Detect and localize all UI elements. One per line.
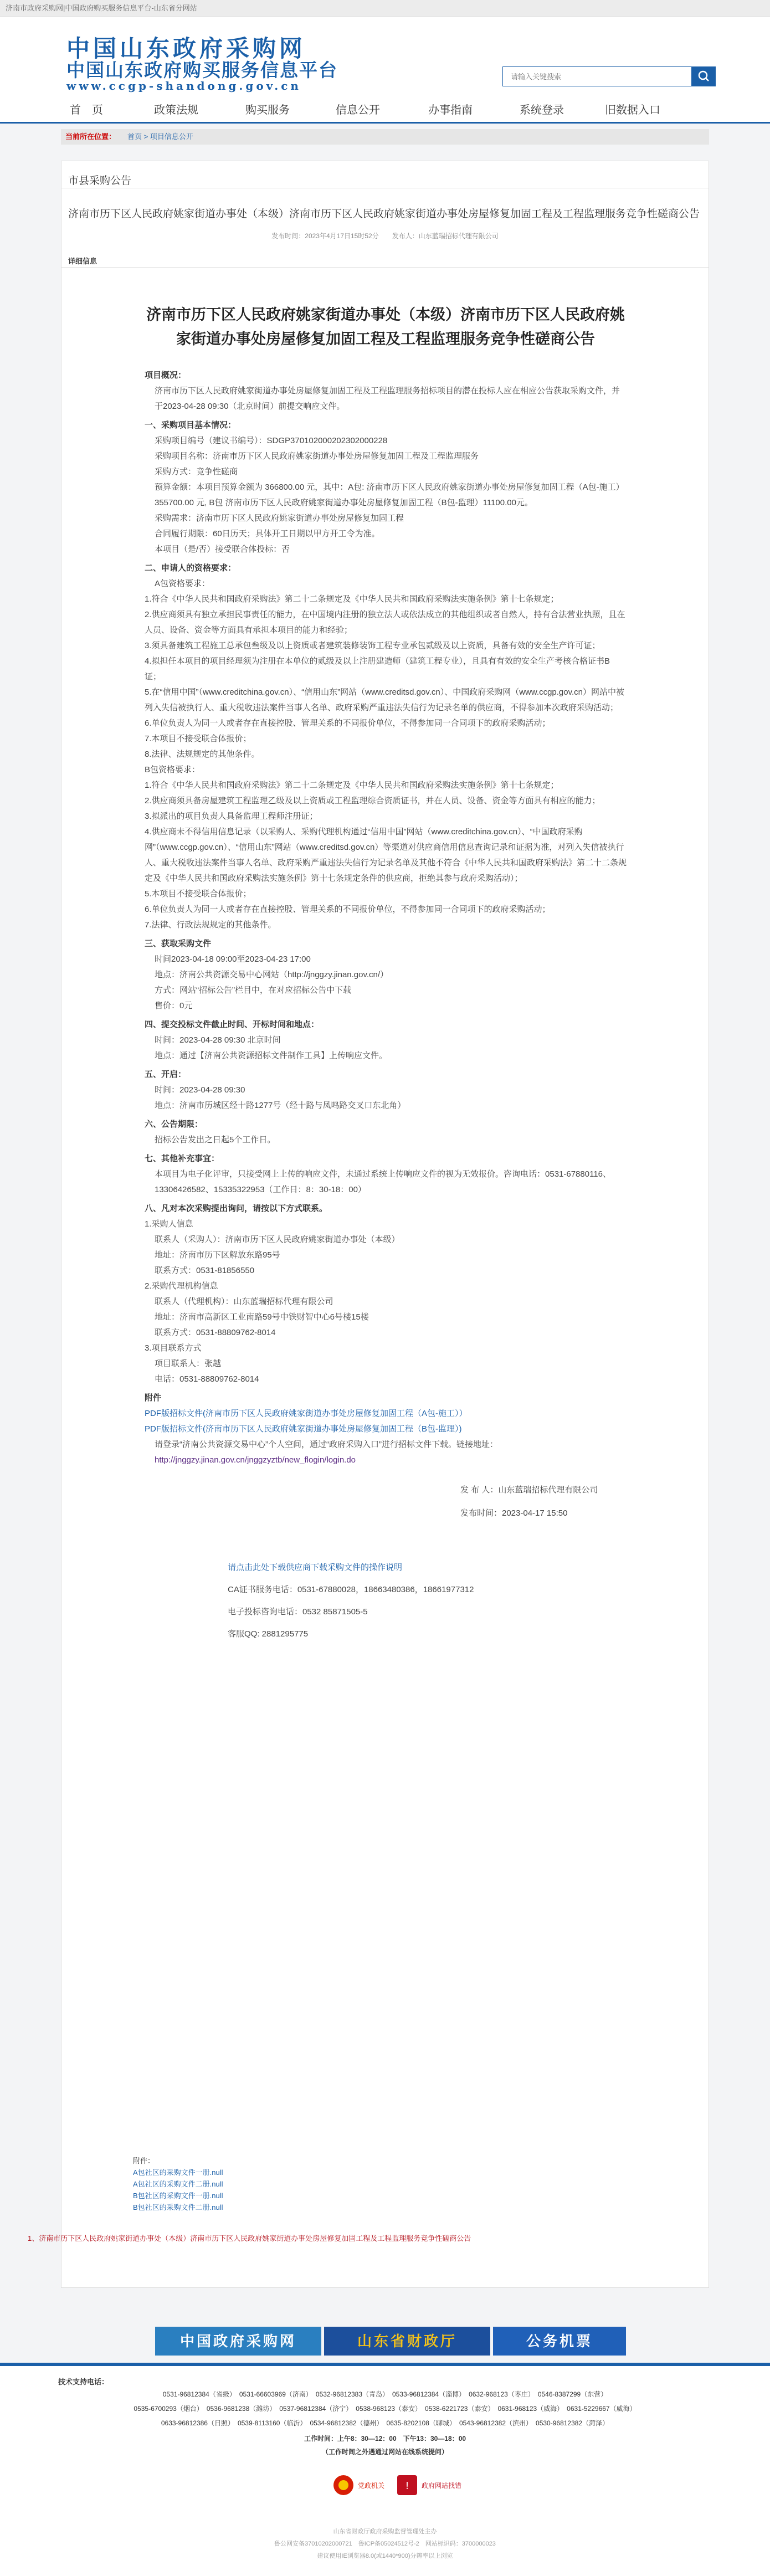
- file-list-label: 附件：: [133, 2157, 155, 2165]
- list-item: 时间2023-04-18 09:00至2023-04-23 17:00: [155, 955, 311, 964]
- search-button[interactable]: [692, 66, 716, 86]
- paragraph: 济南市历下区人民政府姚家街道办事处房屋修复加固工程及工程监理服务招标项目的潜在投标人应在相应公告获取采购文件，并于2023-04-28 09:30（北京时间）前提交响应文件。: [155, 386, 620, 411]
- publish-meta: 发布时间：2023年4月17日15时52分 发布人：山东蓝瑞招标代理有限公司: [271, 232, 499, 240]
- list-item: 5.在“信用中国”（www.creditchina.gov.cn）、“信用山东”网站（www.creditsd.gov.cn）、中国政府采购网（www.ccgp.gov.cn）网站中被列入失信被执行人、重大税收违法案件当事人名单、政府采购严重违法失信行为记录名单的供应商，不得参加本次政府采购活动；: [145, 687, 624, 712]
- footer-title: 技术支持电话：: [58, 2378, 109, 2386]
- attachment-link-b[interactable]: PDF版招标文件(济南市历下区人民政府姚家街道办事处房屋修复加固工程（B包-监理）): [145, 1424, 462, 1434]
- section-heading: 四、提交投标文件截止时间、开标时间和地点：: [145, 1020, 320, 1029]
- search-input[interactable]: [502, 66, 692, 86]
- publisher: 发 布 人：山东蓝瑞招标代理有限公司: [460, 1485, 598, 1495]
- list-item: 联系方式：0531-88809762-8014: [155, 1328, 276, 1337]
- section-heading: 五、开启：: [145, 1070, 187, 1079]
- site-logo[interactable]: [66, 37, 338, 92]
- list-item: 6.单位负责人为同一人或者存在直接控股、管理关系的不同报价单位，不得参加同一合同项下的政府采购活动；: [145, 719, 551, 728]
- nav-services[interactable]: 购买服务: [245, 104, 290, 116]
- list-item: 地点：济南市历城区经十路1277号（经十路与凤鸣路交叉口东北角）: [155, 1101, 406, 1110]
- footer-hours: 工作时间：上午8：30—12：00 下午13：30—18：00: [304, 2435, 466, 2442]
- main-nav: [0, 97, 770, 124]
- site-footer: [0, 2363, 770, 2576]
- breadcrumb-path[interactable]: 首页 > 项目信息公开: [127, 132, 193, 141]
- footer-hours-note: （工作时间之外遇通过网站在线系统提问）: [321, 2448, 448, 2456]
- list-item: 8.法律、法规规定的其他条件。: [145, 750, 260, 759]
- list-item: 采购方式：竞争性磋商: [155, 467, 238, 476]
- list-s2b: [145, 778, 627, 933]
- list-c1: [145, 1232, 627, 1279]
- logo-url: www.ccgp-shandong.gov.cn: [66, 79, 301, 93]
- attachment-heading: 附件: [145, 1393, 162, 1403]
- list-s7: [145, 1167, 627, 1198]
- list-item: 项目联系人：张越: [155, 1359, 222, 1368]
- login-url-link[interactable]: http://jnggzy.jinan.gov.cn/jnggzyztb/new_flogin/login.do: [155, 1455, 356, 1465]
- subheading: B包资格要求：: [145, 765, 201, 774]
- nav-old-data[interactable]: 旧数据入口: [605, 104, 660, 116]
- nav-login[interactable]: 系统登录: [520, 104, 564, 116]
- announcement-title: 济南市历下区人民政府姚家街道办事处（本级）济南市历下区人民政府姚家街道办事处房屋修复加固工程及工程监理服务竞争性磋商公告: [146, 306, 625, 347]
- attachment-link-a[interactable]: PDF版招标文件(济南市历下区人民政府姚家街道办事处房屋修复加固工程（A包-施工））: [145, 1409, 468, 1418]
- search-box: [502, 66, 716, 86]
- record-title: 济南市历下区人民政府姚家街道办事处（本级）济南市历下区人民政府姚家街道办事处房屋修复加固工程及工程监理服务竞争性磋商公告: [68, 208, 700, 220]
- banner-ccgp[interactable]: 中国政府采购网: [155, 2327, 321, 2356]
- list-item: 联系人（采购人）：济南市历下区人民政府姚家街道办事处（本级）: [155, 1235, 400, 1244]
- detail-label: 详细信息: [68, 257, 97, 265]
- list-item: 4.供应商未不得信用信息记录（以采购人、采购代理机构通过“信用中国”网站（www.creditchina.gov.cn）、“中国政府采购网”（www.ccgp.gov.cn）、“信用山东”网站（www.creditsd.gov.cn）等渠道对供应商信用信息查询记录和证据为准，对列入失信被执行人、重大税收违法案件当事人名单、政府采购严重违法失信行为记录名单及其他不符合《中华人民共和国政府采购法》第二十二条规定及《中华人民共和国政府采购法实施条例》第十七条规定条件的供应商，拒绝其参与政府采购活动）；: [145, 827, 627, 883]
- section-heading: 六、公告期限：: [145, 1120, 203, 1129]
- top-bar-text: 济南市政府采购网|中国政府购买服务信息平台-山东省分网站: [6, 4, 197, 12]
- subheading: A包资格要求：: [155, 579, 211, 588]
- list-item: 联系方式：0531-81856550: [155, 1266, 255, 1275]
- list-item: 2.供应商须具有独立承担民事责任的能力，在中国境内注册的独立法人或依法成立的其他组织或者自然人，持有合法营业执照，且在人员、设备、资金等方面具有承担本项目的能力和经验；: [145, 610, 625, 635]
- list-item: 3.须具备建筑工程施工总承包叁级及以上资质或者建筑装修装饰工程专业承包贰级及以上资质，具备有效的安全生产许可证；: [145, 641, 600, 650]
- section-heading: 项目概况：: [145, 371, 187, 380]
- section-heading: 八、凡对本次采购提出询问，请按以下方式联系。: [145, 1204, 328, 1213]
- list-item: 地址：济南市历下区解放东路95号: [155, 1250, 280, 1260]
- gov-error-badge[interactable]: [396, 2474, 462, 2496]
- list-item: 5.本项目不接受联合体报价；: [145, 889, 251, 899]
- list-item: 招标公告发出之日起5个工作日。: [155, 1135, 276, 1145]
- nav-guide[interactable]: 办事指南: [428, 104, 473, 116]
- publish-time: 发布时间：2023-04-17 15:50: [460, 1508, 568, 1518]
- party-emblem-icon: [332, 2474, 355, 2496]
- list-s4: [145, 1033, 627, 1064]
- footer-browser-note: 建议使用IE浏览器8.0(或1440*900)分辨率以上浏览: [317, 2553, 453, 2559]
- list-item: 1.符合《中华人民共和国政府采购法》第二十二条规定及《中华人民共和国政府采购法实施条例》第十七条规定；: [145, 594, 559, 604]
- list-item: 联系人（代理机构）：山东蓝瑞招标代理有限公司: [155, 1297, 333, 1306]
- partner-banners: [155, 2327, 626, 2356]
- section-heading: 一、采购项目基本情况：: [145, 420, 237, 430]
- gov-error-icon: [396, 2474, 418, 2496]
- badge-text: 政府网站找错: [422, 2482, 462, 2490]
- file-link[interactable]: A包社区的采购文件一册.null: [133, 2168, 223, 2177]
- search-icon: [692, 66, 716, 86]
- list-item: 4.拟担任本项目的项目经理须为注册在本单位的贰级及以上注册建造师（建筑工程专业），且具有有效的安全生产考核合格证书B证；: [145, 656, 610, 681]
- list-item: 合同履行期限：60日历天；具体开工日期以甲方开工令为准。: [155, 529, 380, 538]
- file-link[interactable]: B包社区的采购文件二册.null: [133, 2203, 223, 2211]
- nav-home[interactable]: 首 页: [70, 104, 103, 116]
- announcement-body: [145, 302, 627, 1642]
- content-panel: [61, 161, 709, 2288]
- footer-phones-2: 0535-6700293（烟台） 0536-9681238（潍坊） 0537-96812384（济宁） 0538-968123（泰安） 0538-6221723（泰安） 0631-968123（威海） 0631-5229667（威海）: [134, 2405, 636, 2413]
- banner-flights[interactable]: 公务机票: [493, 2327, 626, 2356]
- list-c2: [145, 1294, 627, 1341]
- download-guide-link[interactable]: 请点击此处下载供应商下载采购文件的操作说明: [228, 1563, 403, 1572]
- list-item: 本项目为电子化评审，只接受网上上传的响应文件，未通过系统上传响应文件的视为无效报价。咨询电话：0531-67880116、13306426582、15335322953（工作日：8：30-18：00）: [155, 1169, 611, 1194]
- login-note: 请登录“济南公共资源交易中心”个人空间，通过“政府采购入口”进行招标文件下载。链接地址：: [155, 1440, 498, 1449]
- logo-line-1: 中国山东政府采购网: [66, 35, 306, 62]
- category-title: 市县采购公告: [68, 175, 132, 187]
- breadcrumb: [61, 129, 709, 145]
- list-c3: [145, 1356, 627, 1387]
- nav-info[interactable]: 信息公开: [336, 104, 380, 116]
- list-s3: [145, 952, 627, 1014]
- bid-phone: 电子投标咨询电话：0532 85871505-5: [228, 1607, 368, 1617]
- list-item: 2.供应商须具备房屋建筑工程监理乙级及以上资质或工程监理综合资质证书，并在人员、设备、资金等方面具有相应的能力；: [145, 796, 600, 805]
- list-item: 3.拟派出的项目负责人具备监理工程师注册证；: [145, 812, 318, 821]
- list-s5: [145, 1082, 627, 1113]
- footer-phones-1: 0531-96812384（省级） 0531-66603969（济南） 0532-96812383（青岛） 0533-96812384（淄博） 0632-968123（枣庄） 0546-8387299（东营）: [162, 2390, 608, 2398]
- list-item: 采购项目名称：济南市历下区人民政府姚家街道办事处房屋修复加固工程及工程监理服务: [155, 451, 479, 461]
- list-item: 电话：0531-88809762-8014: [155, 1374, 259, 1384]
- subheading: 2.采购代理机构信息: [145, 1281, 218, 1291]
- badge-text: 党政机关: [358, 2482, 385, 2490]
- site-header: [0, 17, 770, 97]
- list-item: 6.单位负责人为同一人或者存在直接控股、管理关系的不同报价单位，不得参加同一合同项下的政府采购活动；: [145, 905, 551, 914]
- section-heading: 七、其他补充事宜：: [145, 1154, 220, 1163]
- footer-copyright: 山东省财政厅政府采购监督管理处主办: [333, 2528, 437, 2535]
- list-item: 时间：2023-04-28 09:30 北京时间: [155, 1035, 281, 1045]
- related-title-link[interactable]: 1、济南市历下区人民政府姚家街道办事处（本级）济南市历下区人民政府姚家街道办事处房屋修复加固工程及工程监理服务竞争性磋商公告: [28, 2234, 471, 2243]
- list-item: 地点：通过【济南公共资源招标文件制作工具】上传响应文件。: [155, 1051, 388, 1060]
- support-qq: 客服QQ: 2881295775: [228, 1629, 309, 1639]
- svg-text:!: !: [405, 2480, 409, 2492]
- list-item: 地址：济南市高新区工业南路59号中铁财智中心6号楼15楼: [155, 1312, 369, 1322]
- party-gov-badge[interactable]: [332, 2474, 385, 2496]
- section-heading: 三、获取采购文件: [145, 939, 212, 948]
- top-bar: [0, 0, 770, 17]
- list-item: 采购需求：济南市历下区人民政府姚家街道办事处房屋修复加固工程: [155, 514, 404, 523]
- list-item: 本项目（是/否）接受联合体投标：否: [155, 545, 290, 554]
- list-item: 地点：济南公共资源交易中心网站（http://jnggzy.jinan.gov.cn/）: [155, 970, 389, 979]
- list-item: 7.法律、行政法规规定的其他条件。: [145, 920, 276, 930]
- list-s1: [145, 433, 627, 557]
- file-link[interactable]: A包社区的采购文件二册.null: [133, 2180, 223, 2188]
- section-heading: 二、申请人的资格要求：: [145, 563, 237, 573]
- list-item: 售价：0元: [155, 1001, 193, 1010]
- footer-icp: 鲁公网安备37010202000721 鲁ICP备05024512号-2 网站标识码：3700000023: [274, 2541, 496, 2547]
- list-item: 1.符合《中华人民共和国政府采购法》第二十二条规定及《中华人民共和国政府采购法实施条例》第十七条规定；: [145, 781, 559, 790]
- list-s6: [145, 1132, 627, 1148]
- list-item: 采购项目编号（建议书编号）：SDGP370102000202302000228: [155, 436, 388, 445]
- footer-phones-3: 0633-96812386（日照） 0539-8113160（临沂） 0534-96812382（德州） 0635-8202108（聊城） 0543-96812382（滨州） 0530-96812382（菏泽）: [161, 2419, 609, 2427]
- subheading: 3.项目联系方式: [145, 1343, 202, 1353]
- list-item: 7.本项目不接受联合体报价；: [145, 734, 251, 743]
- list-item: 预算金额：本项目预算金额为 366800.00 元，其中：A包: 济南市历下区人民政府姚家街道办事处房屋修复加固工程（A包-施工）355700.00 元, B包 济南市历下区人民政府姚家街道办事处房屋修复加固工程（B包-监理）11100.00元。: [155, 483, 624, 507]
- banner-sdcz[interactable]: 山东省财政厅: [324, 2327, 490, 2356]
- subheading: 1.采购人信息: [145, 1219, 193, 1229]
- nav-policy[interactable]: 政策法规: [154, 104, 198, 116]
- breadcrumb-label: 当前所在位置：: [65, 132, 116, 141]
- logo-line-2: 中国山东政府购买服务信息平台: [66, 59, 338, 81]
- file-list: [133, 2155, 223, 2213]
- list-item: 时间：2023-04-28 09:30: [155, 1085, 245, 1095]
- file-link[interactable]: B包社区的采购文件一册.null: [133, 2192, 223, 2200]
- list-item: 方式：网站“招标公告”栏目中，在对应招标公告中下载: [155, 986, 351, 995]
- ca-phone: CA证书服务电话：0531-67880028，18663480386，18661977312: [228, 1585, 474, 1594]
- list-s2a: [145, 592, 627, 762]
